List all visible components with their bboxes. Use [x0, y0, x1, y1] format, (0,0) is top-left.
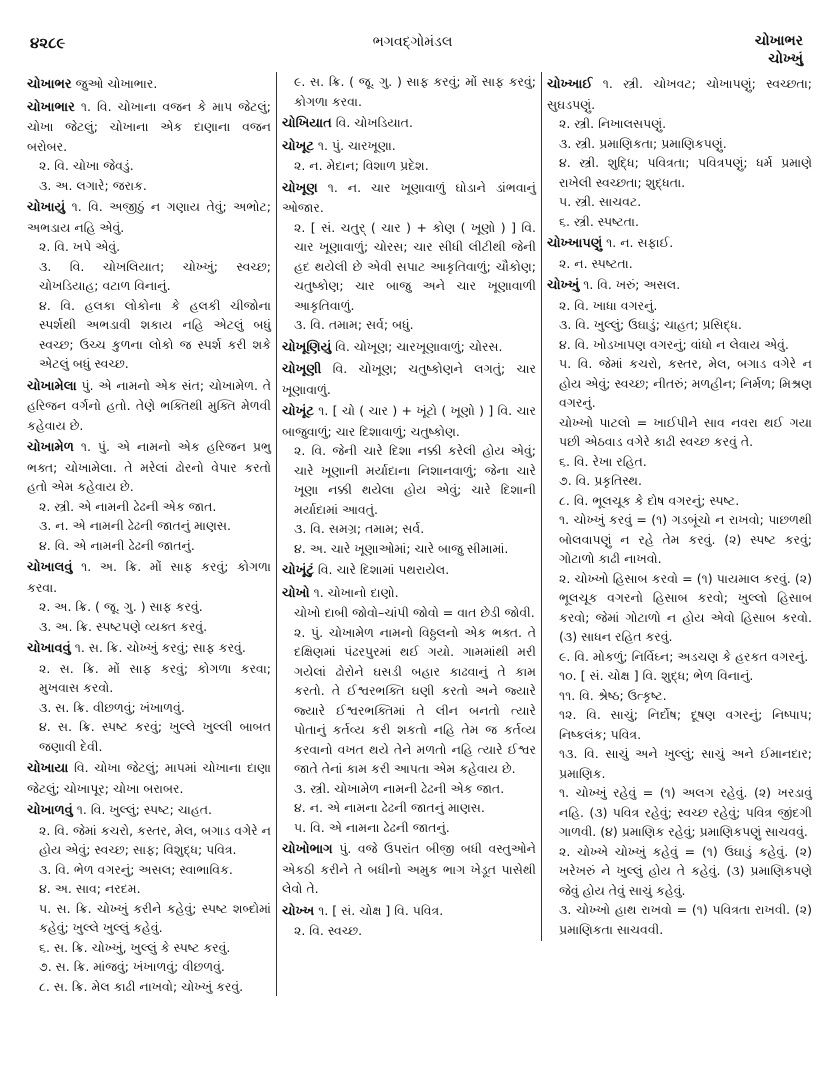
definition-text: જુઓ ચોખાભાર.	[75, 76, 158, 91]
sub-definition	[282, 539, 536, 559]
headword: ચોખાલવું	[27, 560, 73, 575]
definition-text: ૧. [ ચો ( ચાર ) + ખૂંટો ( ખૂણો ) ] વિ. ચાર બાજુવાળું; ચાર દિશાવાળું; ચતુષ્કોણ.	[282, 403, 536, 439]
sub-definition	[547, 666, 812, 686]
sub-definition	[27, 938, 271, 958]
definition-text: વિ. ચોખા જેટલું; માપમાં ચોખાના દાણા જેટલું; ચોખાપૂર; ચોખા બરાબર.	[27, 760, 271, 796]
definition-text: વિ. ચારે દિશામાં પથરાયેલ.	[317, 562, 450, 577]
definition-text: ૧. અ. ક્રિ. મોં સાફ કરવું; કોગળા કરવા.	[27, 559, 271, 595]
page-header	[0, 0, 825, 72]
definition-text: ૧૨. વિ. સાચું; નિર્દોષ; દૂષણ વગરનું; નિષ્પાપ; નિષ્કલંક; પવિત્ર.	[559, 707, 812, 742]
sub-definition	[27, 497, 271, 517]
headword: ચોખાળવું	[27, 803, 73, 818]
dictionary-entry	[27, 97, 271, 157]
dictionary-columns	[22, 72, 817, 996]
sub-definition	[27, 617, 271, 637]
definition-text: ૩. સ. ક્રિ. વીછળવું; ખંખાળવું.	[39, 699, 185, 715]
definition-text: ૨. વિ. સ્વચ્છ.	[294, 923, 363, 938]
sub-definition	[27, 156, 271, 176]
sub-definition	[547, 705, 812, 744]
definition-text: ૨. વિ. ખપે એવું.	[39, 239, 121, 254]
definition-text: ૧. પું. એ નામનો એક હરિજન પ્રભુ ભક્ત; ચોખામેલા. તે મરેલાં ઢોરનો વેપાર કરતો હતો એમ કહેવાય છે.	[27, 439, 271, 494]
sub-definition	[282, 623, 536, 779]
sub-definition	[547, 491, 812, 511]
definition-text: ૧. વિ. ખુલ્લું; સ્પષ્ટ; ચાહત.	[76, 802, 213, 817]
definition-text: ૨. [ સં. ચતુર્ ( ચાર ) + કોણ ( ખૂણો ) ] વિ. ચાર ખૂણાવાળું; ચોરસ; ચાર સીધી લીટીથી જેની હદ થયેલી છે એવી સપાટ આકૃતિવાળું; ચૌકોણ; ચતુષ્કોણ; ચાર બાજુ અને ચાર ખૂણાવાળી આકૃતિવાળું.	[294, 219, 536, 313]
definition-text: ૪. અ. ચારે ખૂણાઓમાં; ચારે બાજુ સીમામાં.	[294, 540, 509, 556]
definition-text: ૪. વિ. હલકા લોકોના કે હલકી ચીજોના સ્પર્શથી અભડાવી શકાય નહિ એટલું બધું સ્વચ્છ; ઉચ્ચ કુળના લોકો જ સ્પર્શ કરી શકે એટલું બધું સ્વચ્છ.	[39, 297, 271, 371]
definition-text: ચોખો દાબી જોવો–ચાંપી જોવો = વાત છેડી જોવી.	[294, 605, 535, 620]
definition-text: ૧. વિ. ચોખાના વજન કે માપ જેટલું; ચોખા જેટલું; ચોખાના એક દાણાના વજન બરોબર.	[27, 98, 272, 154]
definition-text: ૩. ચોખ્ખો હાથ રાખવો = (૧) પવિત્રતા રાખવી. (૨) પ્રમાણિકતા સાચવવી.	[559, 902, 812, 937]
sub-definition	[27, 821, 271, 860]
dictionary-entry	[282, 113, 536, 134]
dictionary-entry	[27, 437, 271, 497]
definition-text: ૫. સ્ત્રી. સાચવટ.	[559, 194, 642, 209]
definition-text: પું. વજે ઉપરાંત બીજી બધી વસ્તુઓને એકઠી કરીને તે બધીનો અમુક ભાગ ખેડૂત પાસેથી લેવો તે.	[282, 841, 536, 896]
sub-definition	[282, 218, 536, 316]
definition-text: ૪. વિ. ખોડખાપણ વગરનું; વાંધો ન લેવાય એવું.	[559, 336, 789, 352]
guide-word-last: ચોખ્ખું	[768, 51, 803, 67]
definition-text: ૧૧. વિ. શ્રેષ્ઠ; ઉત્કૃષ્ટ.	[559, 687, 667, 703]
definition-text: વિ. ચોખૂણ; ચતુષ્કોણને લગતું; ચાર ખૂણાવાળું.	[282, 361, 536, 397]
definition-text: ૧. [ સં. ચોક્ષ ] વિ. પવિત્ર.	[318, 902, 444, 918]
sub-definition	[27, 977, 271, 997]
definition-text: ૭. વિ. પ્રકૃતિસ્થ.	[559, 473, 642, 488]
idiom-example	[547, 900, 812, 939]
sub-definition	[282, 779, 536, 799]
definition-text: ૫. સ. ક્રિ. ચોખ્ખું કરીને કહેવું; સ્પષ્ટ શબ્દોમાં કહેવું; ખુલ્લે ખુલ્લું કહેવું.	[39, 900, 271, 935]
headword: ચોખિયાત	[282, 116, 332, 131]
dictionary-entry	[27, 638, 271, 659]
book-title: ભગવદ્ગોમંડલ	[372, 34, 453, 50]
sub-definition	[27, 717, 271, 756]
sub-definition	[27, 257, 271, 296]
dictionary-entry	[27, 800, 271, 821]
sub-definition	[547, 153, 812, 192]
idiom-example	[547, 569, 812, 647]
definition-text: ૬. સ્ત્રી. સ્પષ્ટતા.	[559, 213, 639, 229]
sub-definition	[27, 597, 271, 617]
sub-definition	[27, 237, 271, 257]
dictionary-entry	[282, 136, 536, 157]
sub-definition	[547, 212, 812, 232]
definition-text: ૨. ન. મેદાન; વિશાળ પ્રદેશ.	[294, 158, 429, 173]
dictionary-entry	[547, 275, 812, 296]
definition-text: ૧૦. [ સં. ચોક્ષ ] વિ. શુદ્ધ; ભેળ વિનાનું.	[559, 668, 754, 683]
dictionary-entry	[282, 901, 536, 922]
sub-definition	[547, 335, 812, 355]
sub-definition	[27, 957, 271, 977]
definition-text: ૧૩. વિ. સાચું અને ખુલ્લું; સાચું અને ઈમાનદાર; પ્રમાણિક.	[559, 746, 812, 781]
headword: ચોખાભાર	[27, 99, 75, 115]
definition-text: ૨. ચોખ્ખો હિસાબ કરવો = (૧) પાયમાલ કરવું. (૨) ભૂલચૂક વગરનો હિસાબ કરવો; ખુલ્લો હિસાબ કરવો; જેમાં ગોટાળો ન હોય એવો હિસાબ કરવો. (૩) સાધન રહિત કરવું.	[559, 570, 812, 644]
sub-definition	[27, 879, 271, 899]
dictionary-entry	[282, 560, 536, 581]
column-1	[22, 72, 277, 996]
definition-text: પું. એ નામનો એક સંત; ચોખામેળ. તે હરિજન વર્ગનો હતો. તેણે ભક્તિથી મુક્તિ મેળવી કહેવાય છે.	[27, 377, 271, 433]
idiom-example	[547, 510, 812, 569]
sub-definition	[547, 254, 812, 274]
guide-words	[755, 32, 803, 68]
sub-definition	[282, 315, 536, 335]
guide-word-first: ચોખાભર	[754, 33, 803, 49]
dictionary-entry	[547, 233, 812, 254]
dictionary-entry	[282, 839, 536, 899]
column-3	[542, 72, 817, 939]
definition-text: ૬. સ. ક્રિ. ચોખ્ખું, ખુલ્લું કે સ્પષ્ટ કરવું.	[39, 939, 231, 955]
definition-text: ૩. સ્ત્રી. પ્રમાણિકતા; પ્રમાણિકપણું.	[559, 135, 727, 151]
definition-text: ૫. વિ. એ નામના ઢેઢની જાતનું.	[294, 819, 450, 835]
idiom-example	[282, 603, 536, 623]
definition-text: ૨. ન. સ્પષ્ટતા.	[559, 255, 633, 271]
definition-text: ૧. ચોખ્ખું કરવું = (૧) ગડબૂંચો ન રાખવો; પાછળથી બોલવાપણું ન રહે તેમ કરવું. (૨) સ્પષ્ટ કરવું; ગોટાળો કાઢી નાખવો.	[559, 512, 812, 566]
headword: ચોખો	[282, 585, 310, 601]
definition-text: ૩. વિ. ભેળ વગરનું; અસલ; સ્વાભાવિક.	[39, 861, 233, 877]
headword: ચોખાયા	[27, 761, 69, 776]
headword: ચોખાયું	[27, 200, 66, 215]
headword: ચોખ્ખાઈ	[547, 77, 593, 92]
definition-text: ૯. વિ. મોકળું; નિર્વિઘ્ન; અડચણ કે હરકત વગરનું.	[559, 648, 809, 664]
headword: ચોખોભાગ	[282, 842, 333, 857]
definition-text: ૧. વિ. ખરું; અસલ.	[583, 277, 681, 292]
definition-text: ૪. વિ. એ નામની ઢેઢની જાતનું.	[39, 537, 195, 553]
headword: ચોખૂંટ	[282, 404, 314, 419]
definition-text: ૨. ચોખ્ખે ચોખ્ખું કહેવું = (૧) ઉઘાડું કહેવું. (૨) ખરેખરું ને ખુલ્લું હોય તે કહેવું. (૩) પ્રમાણિકપણે જેવું હોય તેવું સાચું કહેવું.	[559, 843, 812, 898]
definition-text: ૧. ન. સફાઈ.	[606, 235, 674, 250]
definition-text: ૨. વિ. જેની ચારે દિશા નક્કી કરેલી હોય એવું; ચારે ખૂણાની મર્યાદાના નિશાનવાળું; જેના ચારે ખૂણા નક્કી થયેલા હોય એવું; ચારે દિશાની મર્યાદામાં આવતું.	[294, 443, 536, 517]
definition-text: ૩. વિ. ખુલ્લું; ઉઘાડું; ચાહત; પ્રસિદ્ધ.	[559, 317, 742, 332]
sub-definition	[27, 516, 271, 536]
definition-text: ૪. ન. એ નામના ઢેઢની જાતનું માણસ.	[294, 800, 485, 815]
sub-definition	[282, 519, 536, 539]
definition-text: ૨. સ્ત્રી. નિખાલસપણું.	[559, 116, 667, 131]
sub-definition	[547, 686, 812, 706]
column-2	[277, 72, 542, 941]
sub-definition	[27, 899, 271, 938]
definition-text: ૬. વિ. રેખા રહિત.	[559, 453, 647, 469]
dictionary-entry	[282, 359, 536, 399]
dictionary-entry	[27, 376, 271, 436]
definition-text: ૨. અ. ક્રિ. ( જૂ. ગુ. ) સાફ કરવું.	[39, 599, 203, 614]
definition-text: ચોખ્ખો પાટલો = ખાઈપીને સાવ નવરા થઈ ગયા પછી એઠવાડ વગેરે કાઢી સ્વચ્છ કરવું તે.	[559, 414, 812, 449]
definition-text: ૨. વિ. ખાધા વગરનું.	[559, 297, 658, 313]
dictionary-entry	[547, 74, 812, 114]
definition-text: ૪. સ્ત્રી. શુદ્ધિ; પવિત્રતા; પવિત્રપણું; ધર્મ પ્રમાણે રાખેલી સ્વચ્છતા; શુદ્ધતા.	[559, 155, 812, 190]
definition-text: ૭. સ. ક્રિ. માંજવું; ખંખાળવું; વીછળવું.	[39, 959, 225, 974]
sub-definition	[547, 647, 812, 667]
sub-definition	[282, 818, 536, 838]
sub-definition	[547, 114, 812, 134]
idiom-example	[547, 783, 812, 842]
definition-text: ૩. સ્ત્રી. ચોખામેળ નામની ઢેઢની એક જાત.	[294, 780, 505, 796]
definition-text: ૩. વિ. ચોખલિયાત; ચોખ્ખું; સ્વચ્છ; ચોખડિયાહ; વટાળ વિનાનું.	[39, 258, 271, 293]
definition-text: ૫. વિ. જેમાં કચરો, કસ્તર, મેલ, બગાડ વગેરે ન હોય એવું; સ્વચ્છ; નીતરું; મળહીન; નિર્મળ; મિશ્રણ વગરનું.	[559, 356, 812, 410]
headword: ચોખૂણિયું	[282, 339, 332, 355]
definition-text: ૧. ન. ચાર ખૂણાવાળું ઘોડાને ડાંભવાનું ઓજાર.	[282, 179, 536, 215]
headword: ચોખાભર	[27, 77, 72, 92]
dictionary-entry	[27, 557, 271, 597]
headword: ચોખ્ખાપણું	[547, 236, 603, 251]
definition-text: ૨. પું. ચોખામેળ નામનો વિઠ્ઠલનો એક ભક્ત. તે દક્ષિણમાં પંઢરપુરમાં થઈ ગયો. ગામમાંથી મરી ગયેલાં ઢોરોને ઘસડી બહાર કાઢવાનું તે કામ કરતો. તે ઈશ્વરભક્તિ ઘણી કરતો અને જ્યારે જ્યારે ઈશ્વરભક્તિમાં તે લીન બનતો ત્યારે પોતાનું કર્તવ્ય કરી શકતો નહિ તેમ જ કર્તવ્ય કરવાનો વખત થયે તેને મળતો નહિ ત્યારે ઈશ્વર જાતે તેનાં કામ કરી આપતા એમ કહેવાય છે.	[294, 624, 536, 776]
definition-text: ૮. સ. ક્રિ. મેલ કાઢી નાખવો; ચોખ્ખું કરવું.	[39, 978, 244, 994]
sub-definition	[547, 296, 812, 316]
definition-text: ૧. પું. ચારખૂણા.	[317, 137, 396, 153]
sub-definition	[547, 354, 812, 413]
sub-definition	[547, 452, 812, 472]
headword: ચોખામેલા	[27, 378, 77, 394]
dictionary-entry	[27, 74, 271, 95]
definition-text: ૮. વિ. ભૂલચૂક કે દોષ વગરનું; સ્પષ્ટ.	[559, 492, 740, 508]
definition-text: ૧. સ્ત્રી. ચોખવટ; ચોખાપણું; સ્વચ્છતા; સુઘડપણું.	[547, 76, 812, 112]
definition-text: ૧. વિ. અજીઠું ન ગણાય તેવું; અભોટ; અભડાય નહિ એવું.	[27, 199, 271, 235]
sub-definition	[547, 471, 812, 491]
definition-text: ૧. ચોખાનો દાણો.	[313, 584, 399, 600]
sub-definition	[547, 744, 812, 783]
definition-text: ૪. સ. ક્રિ. સ્પષ્ટ કરવું; ખુલ્લે ખુલ્લી બાબત જણાવી દેવી.	[39, 719, 271, 754]
sub-definition	[27, 176, 271, 196]
page-number: ૪૨૮૯	[30, 34, 66, 52]
dictionary-entry	[27, 758, 271, 798]
headword: ચોખૂંટું	[282, 563, 314, 578]
definition-text: ૧. સ. ક્રિ. ચોખ્ખું કરવું; સાફ કરવું.	[74, 640, 246, 655]
sub-definition	[547, 192, 812, 212]
sub-definition	[27, 698, 271, 718]
definition-text: ૧. ચોખ્ખું રહેવું = (૧) અલગ રહેવું. (૨) ખરડાવું નહિ. (૩) પવિત્ર રહેવું; સ્વચ્છ રહેવું; પવિત્ર જીંદગી ગાળવી. (૪) પ્રમાણિક રહેવું; પ્રમાણિકપણું સાચવવું.	[559, 785, 812, 839]
idiom-example	[547, 842, 812, 901]
sub-definition	[27, 659, 271, 698]
headword: ચોખૂણી	[282, 362, 322, 377]
definition-text: ૯. સ. ક્રિ. ( જૂ. ગુ. ) સાફ કરવું; મોં સાફ કરવું; કોગળા કરવા.	[294, 74, 536, 109]
sub-definition	[547, 315, 812, 335]
sub-definition	[282, 72, 536, 111]
definition-text: ૪. અ. સાવ; નરદમ.	[39, 881, 141, 896]
definition-text: ૩. ન. એ નામની ઢેઢની જાતનું માણસ.	[39, 518, 231, 533]
definition-text: ૨. વિ. ચોખા જેવડું.	[39, 158, 134, 173]
definition-text: ૩. વિ. તમામ; સર્વ; બધું.	[294, 317, 414, 332]
headword: ચોખૂટ	[282, 138, 314, 154]
headword: ચોખાવવું	[27, 641, 71, 656]
definition-text: ૩. અ. ક્રિ. સ્પષ્ટપણે વ્યક્ત કરવું.	[39, 618, 208, 634]
definition-text: ૨. વિ. જેમાં કચરો, કસ્તર, મેલ, બગાડ વગેરે ન હોય એવું; સ્વચ્છ; સાફ; વિશુદ્ધ; પવિત્ર.	[39, 822, 271, 857]
dictionary-entry	[282, 337, 536, 358]
headword: ચોખ્ખું	[547, 278, 580, 293]
sub-definition	[282, 798, 536, 818]
sub-definition	[547, 134, 812, 154]
sub-definition	[27, 536, 271, 556]
definition-text: ૩. વિ. સમગ્ર; તમામ; સર્વ.	[294, 521, 425, 536]
dictionary-entry	[282, 401, 536, 441]
dictionary-entry	[282, 583, 536, 604]
headword: ચોખ્ખ	[282, 903, 315, 919]
idiom-example	[547, 413, 812, 452]
sub-definition	[282, 921, 536, 941]
definition-text: વિ. ચોખૂણ; ચારખૂણાવાળું; ચોરસ.	[335, 338, 503, 354]
dictionary-entry	[27, 197, 271, 237]
dictionary-entry	[282, 178, 536, 218]
definition-text: ૨. સ. ક્રિ. મોં સાફ કરવું; કોગળા કરવા; મુખવાસ કરવો.	[39, 660, 271, 695]
sub-definition	[27, 296, 271, 374]
headword: ચોખામેળ	[27, 440, 74, 455]
sub-definition	[27, 860, 271, 880]
definition-text: ૨. સ્ત્રી. એ નામની ઢેઢની એક જાત.	[39, 498, 217, 514]
sub-definition	[282, 441, 536, 519]
headword: ચોખૂણ	[282, 180, 318, 196]
definition-text: વિ. ચોખડિયાત.	[335, 115, 413, 130]
sub-definition	[282, 156, 536, 176]
definition-text: ૩. અ. લગારે; જરાક.	[39, 177, 147, 193]
